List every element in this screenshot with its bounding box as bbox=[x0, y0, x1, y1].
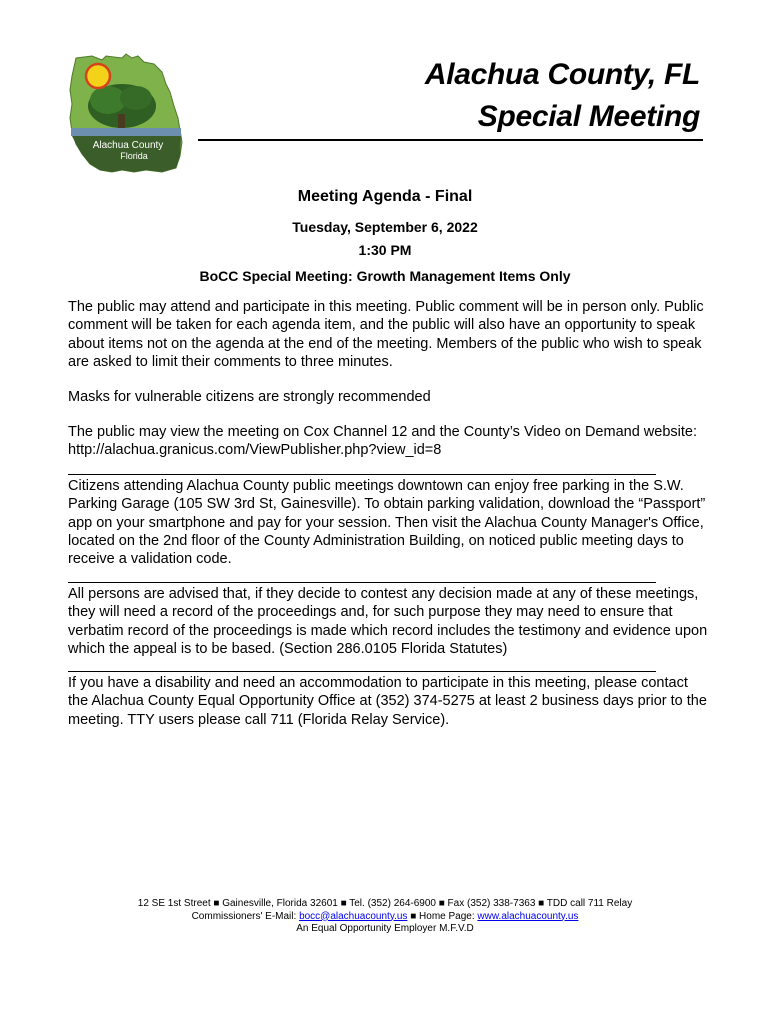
footer-contact-line bbox=[0, 911, 770, 924]
alachua-county-logo bbox=[62, 52, 188, 176]
title-meeting-type: Special Meeting bbox=[477, 100, 700, 133]
page-footer bbox=[0, 898, 770, 936]
meeting-subject: BoCC Special Meeting: Growth Management Items Only bbox=[199, 268, 571, 284]
meeting-time: 1:30 PM bbox=[358, 242, 412, 258]
footer-email-label: Commissioners' E-Mail: bbox=[191, 910, 297, 922]
section-divider bbox=[68, 582, 656, 583]
logo-line-2: Florida bbox=[120, 151, 148, 161]
footer-eeo-statement: An Equal Opportunity Employer M.F.V.D bbox=[296, 923, 474, 934]
appeal-notice-text: All persons are advised that, if they decide to contest any decision made at any of these meetings, they will need a record of the proceedings and, for such purpose they may need to ensure that verbatim record of the proceedings is made which record includes the testimony and evidence upon which the appeal is to be based. (Section 286.0105 Florida Statutes) bbox=[68, 586, 708, 657]
tree-crown-right bbox=[120, 86, 152, 110]
footer-address: 12 SE 1st Street ■ Gainesville, Florida 32601 ■ Tel. (352) 264-6900 ■ Fax (352) 338-7363 ■ TDD call 711 Relay bbox=[137, 898, 633, 909]
masks-text: Masks for vulnerable citizens are strongly recommended bbox=[68, 389, 431, 405]
meeting-date: Tuesday, September 6, 2022 bbox=[292, 219, 478, 235]
public-participation-paragraph bbox=[68, 298, 708, 371]
video-paragraph bbox=[68, 423, 708, 460]
parking-paragraph bbox=[68, 477, 708, 568]
public-participation-text: The public may attend and participate in this meeting. Public comment will be in person only. Public comment will be taken for each agenda item, and the public will also have an opportunity to speak about items not on the agenda at the end of the meeting. Members of the public who wish to speak are asked to limit their comments to three minutes. bbox=[68, 299, 704, 370]
accommodation-text: If you have a disability and need an accommodation to participate in this meeting, please contact the Alachua County Equal Opportunity Office at (352) 374-5275 at least 2 business days prior to the meeting. TTY users please call 711 (Florida Relay Service). bbox=[68, 675, 707, 728]
masks-paragraph bbox=[68, 388, 708, 406]
video-text: The public may view the meeting on Cox Channel 12 and the County’s Video on Demand website: http://alachua.granicus.com/ViewPublisher.php?view_id=8 bbox=[68, 424, 697, 459]
footer-homepage-label: Home Page: bbox=[419, 910, 475, 922]
section-divider bbox=[68, 474, 656, 475]
water-band bbox=[71, 128, 181, 136]
footer-separator: ■ bbox=[410, 910, 417, 922]
title-county: Alachua County, FL bbox=[424, 58, 700, 91]
document-title bbox=[425, 54, 700, 138]
accommodation-paragraph bbox=[68, 674, 708, 729]
parking-text: Citizens attending Alachua County public meetings downtown can enjoy free parking in the S.W. Parking Garage (105 SW 3rd St, Gainesville). To obtain parking validation, download the “Passport” app on your smartphone and pay for your session. Then visit the Alachua County Manager's Office, located on the 2nd floor of the County Administration Building, on noticed public meeting days to receive a validation code. bbox=[68, 478, 706, 568]
section-divider bbox=[68, 671, 656, 672]
logo-line-1: Alachua County bbox=[92, 140, 164, 151]
sun-icon bbox=[86, 64, 110, 88]
appeal-notice-paragraph bbox=[68, 585, 708, 658]
footer-email-link[interactable]: bocc@alachuacounty.us bbox=[299, 910, 408, 922]
title-rule bbox=[198, 139, 703, 141]
agenda-heading: Meeting Agenda - Final bbox=[297, 188, 473, 205]
footer-homepage-link[interactable]: www.alachuacounty.us bbox=[477, 910, 579, 922]
